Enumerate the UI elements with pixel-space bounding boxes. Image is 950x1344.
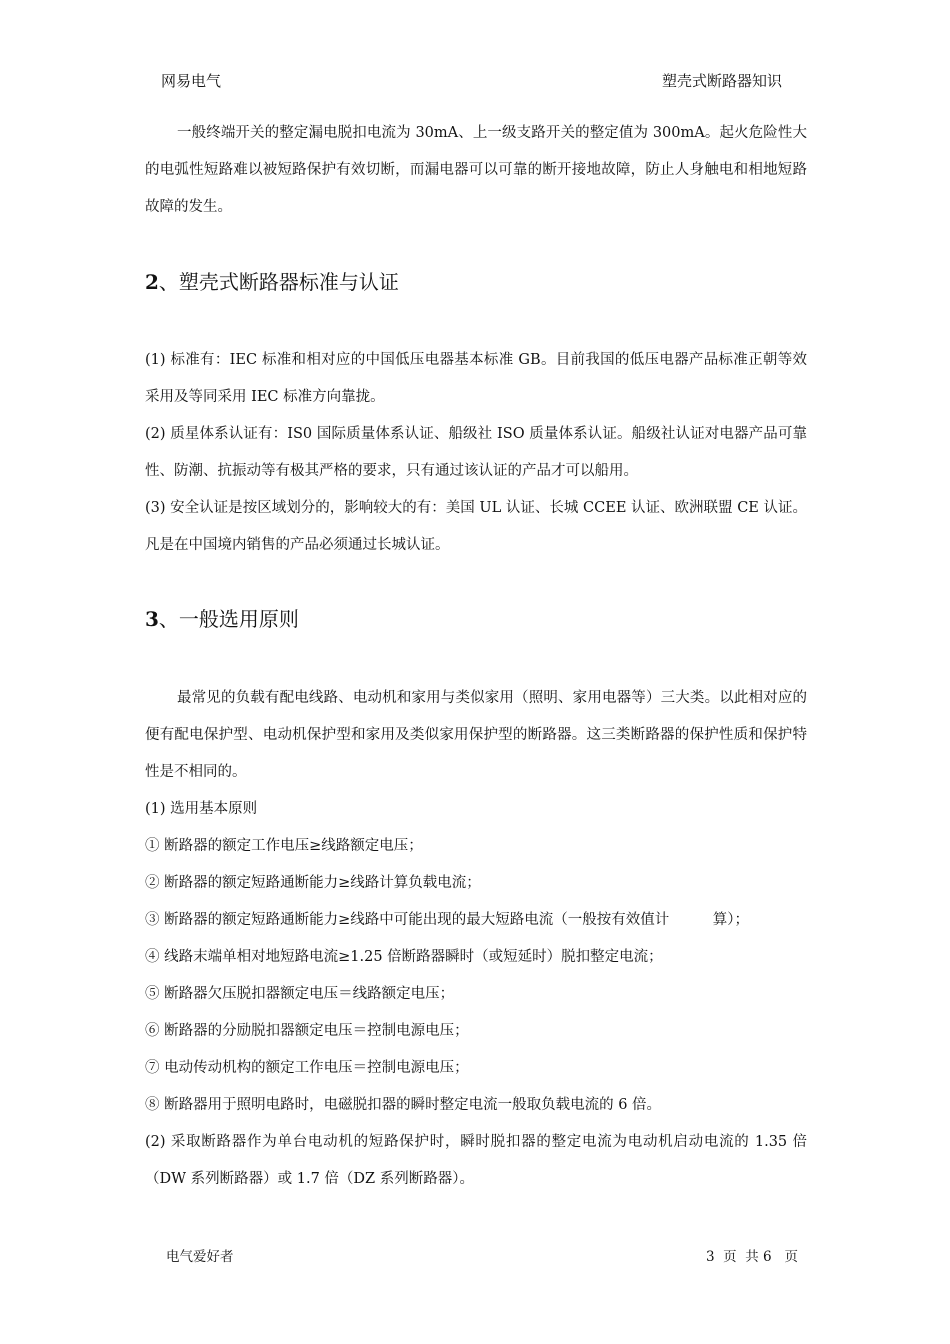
rule-item: ④ 线路末端单相对地短路电流≥1.25 倍断路器瞬时（或短延时）脱扣整定电流； (145, 949, 663, 965)
section-3-number: 3 (145, 607, 159, 631)
rule-item: ⑥ 断路器的分励脱扣器额定电压＝控制电源电压； (145, 1023, 469, 1039)
section-3-sub1-title: (1) 选用基本原则 (145, 801, 258, 817)
section-2-body (145, 342, 807, 564)
rule-item: ② 断路器的额定短路通断能力≥线路计算负载电流； (145, 875, 481, 891)
header-right: 塑壳式断路器知识 (662, 72, 783, 90)
section-3-intro: 最常见的负载有配电线路、电动机和家用与类似家用（照明、家用电器等）三大类。以此相对应的便有配电保护型、电动机保护型和家用及类似家用保护型的断路器。这三类断路器的保护性质和保护特性是不相同的。 (145, 690, 807, 780)
section-3-title: 、一般选用原则 (158, 607, 299, 631)
rule-item: ⑦ 电动传动机构的额定工作电压＝控制电源电压； (145, 1060, 469, 1076)
rule-item: ③ 断路器的额定短路通断能力≥线路中可能出现的最大短路电流（一般按有效值计 算）； (145, 912, 750, 928)
section-2-item: (3) 安全认证是按区域划分的，影响较大的有：美国 UL 认证、长城 CCEE 认证、欧洲联盟 CE 认证。凡是在中国境内销售的产品必须通过长城认证。 (145, 500, 807, 553)
section-2-item: (2) 质星体系认证有：IS0 国际质量体系认证、船级社 ISO 质量体系认证。船级社认证对电器产品可靠性、防潮、抗振动等有极其严格的要求，只有通过该认证的产品才可以船用。 (145, 426, 807, 479)
section-2-title: 、塑壳式断路器标准与认证 (158, 270, 399, 294)
rule-item: ⑤ 断路器欠压脱扣器额定电压＝线路额定电压； (145, 986, 455, 1002)
footer-left: 电气爱好者 (166, 1249, 234, 1265)
rule-item: ① 断路器的额定工作电压≥线路额定电压； (145, 838, 423, 854)
section-2-item: (1) 标准有：IEC 标准和相对应的中国低压电器基本标准 GB。目前我国的低压电器产品标准正朝等效采用及等同采用 IEC 标准方向靠拢。 (145, 352, 807, 405)
page-number: 3 页 共 6 页 (706, 1249, 799, 1265)
rule-item: ⑧ 断路器用于照明电路时，电磁脱扣器的瞬时整定电流一般取负载电流的 6 倍。 (145, 1097, 662, 1113)
section-3-heading (145, 603, 299, 632)
section-2-heading (145, 266, 399, 295)
header-left: 网易电气 (161, 72, 222, 90)
section-3-sub2: (2) 采取断路器作为单台电动机的短路保护时，瞬时脱扣器的整定电流为电动机启动电流的 1.35 倍（DW 系列断路器）或 1.7 倍（DZ 系列断路器）。 (145, 1134, 807, 1187)
section-3-body (145, 680, 807, 1198)
section-2-number: 2 (145, 270, 159, 294)
intro-block (145, 115, 807, 226)
intro-paragraph: 一般终端开关的整定漏电脱扣电流为 30mA、上一级支路开关的整定值为 300mA。起火危险性大的电弧性短路难以被短路保护有效切断，而漏电器可以可靠的断开接地故障，防止人身触电和相地短路故障的发生。 (145, 125, 807, 215)
